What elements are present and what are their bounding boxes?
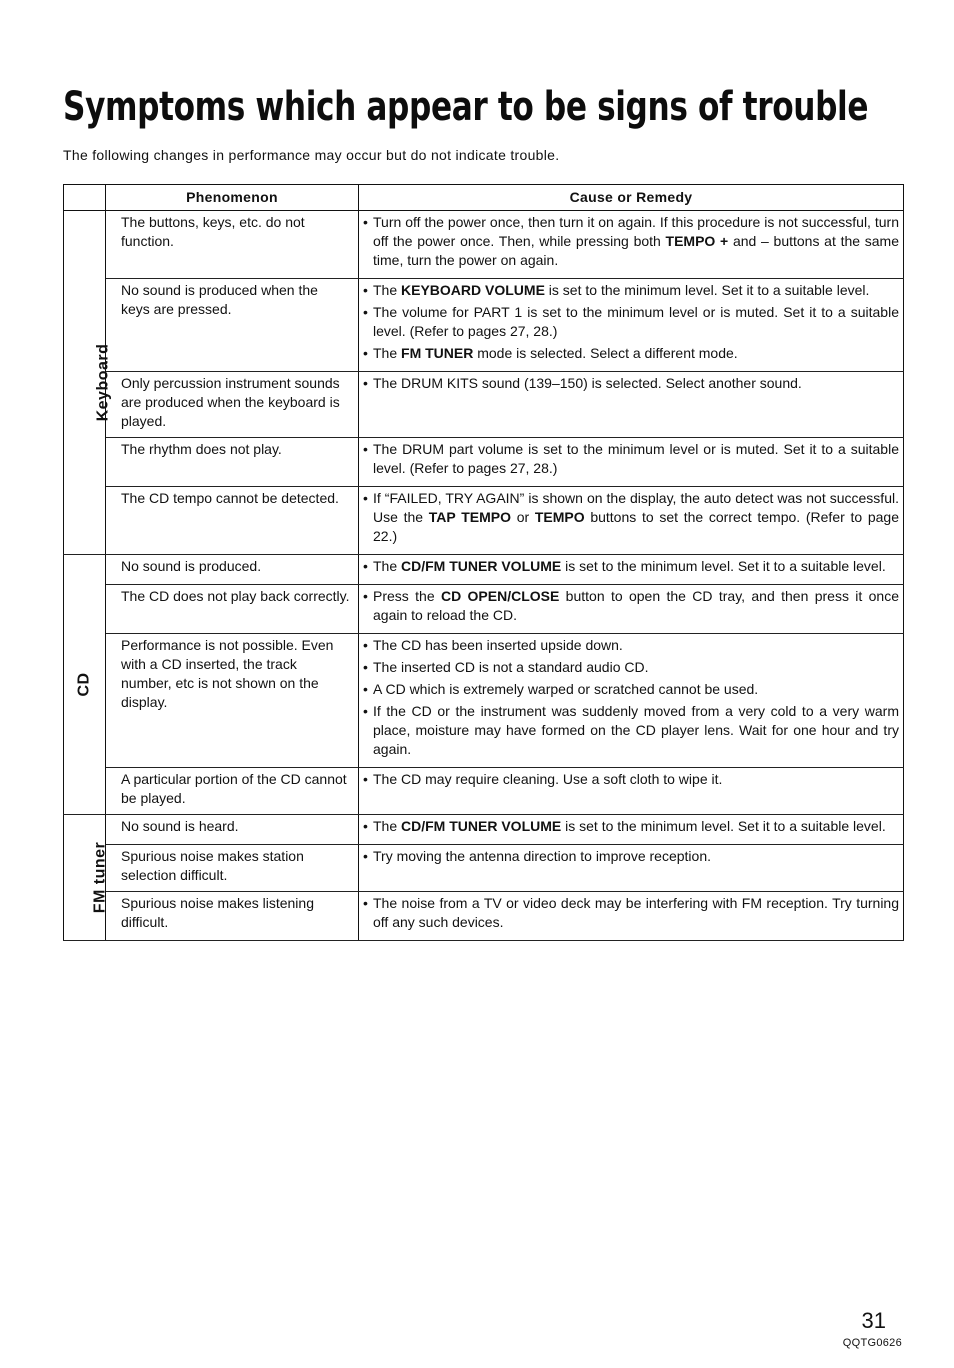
cause-bullet bbox=[363, 587, 899, 625]
text-segment: Turn off the power once, then turn it on again. If this procedure is not successful, turn off the power once. Then, while pressing both bbox=[373, 214, 899, 249]
category-label: FM tuner bbox=[91, 841, 109, 914]
bold-term: TAP TEMPO bbox=[428, 509, 511, 525]
cause-cell bbox=[359, 487, 904, 555]
cause-text bbox=[373, 374, 899, 393]
table-body bbox=[64, 211, 904, 941]
text-segment: The DRUM part volume is set to the minimum level or is muted. Set it to a suitable level. (Refer to pages 27, 28.) bbox=[373, 441, 899, 476]
text-segment: The volume for PART 1 is set to the minimum level or is muted. Set it to a suitable level. (Refer to pages 27, 28.) bbox=[373, 304, 899, 339]
bullet-icon: • bbox=[363, 771, 368, 787]
bullet-icon: • bbox=[363, 558, 368, 574]
cause-cell bbox=[359, 555, 904, 585]
bullet-icon: • bbox=[363, 703, 368, 719]
cause-bullet bbox=[363, 894, 899, 932]
bold-term: TEMPO + bbox=[665, 233, 729, 249]
phenomenon-cell: The CD does not play back correctly. bbox=[106, 585, 359, 634]
cause-cell bbox=[359, 438, 904, 487]
phenomenon-cell: Performance is not possible. Even with a CD inserted, the track number, etc is not shown on the display. bbox=[106, 634, 359, 768]
cause-bullet bbox=[363, 213, 899, 270]
bullet-icon: • bbox=[363, 818, 368, 834]
cause-bullet bbox=[363, 658, 899, 677]
bold-term: TEMPO bbox=[534, 509, 585, 525]
text-segment: The bbox=[373, 818, 402, 834]
cause-text bbox=[373, 680, 899, 699]
cause-bullet bbox=[363, 702, 899, 759]
table-row bbox=[64, 892, 904, 941]
category-cell-cd bbox=[64, 555, 106, 815]
cause-text bbox=[373, 894, 899, 932]
bold-term: FM TUNER bbox=[401, 345, 474, 361]
text-segment: buttons to set the correct tempo. (Refer to page 22.) bbox=[373, 509, 900, 544]
text-segment: mode is selected. Select a different mode. bbox=[473, 345, 738, 361]
bullet-icon: • bbox=[363, 375, 368, 391]
cause-text bbox=[373, 344, 899, 363]
cause-text bbox=[373, 489, 899, 546]
bold-term: CD/FM TUNER VOLUME bbox=[401, 818, 562, 834]
bullet-icon: • bbox=[363, 848, 368, 864]
bullet-icon: • bbox=[363, 895, 368, 911]
text-segment: The bbox=[373, 282, 402, 298]
page-title: Symptoms which appear to be signs of trouble bbox=[63, 84, 869, 130]
bullet-icon: • bbox=[363, 659, 368, 675]
cause-text bbox=[373, 303, 899, 341]
text-segment: or bbox=[510, 509, 535, 525]
bullet-icon: • bbox=[363, 637, 368, 653]
cause-header: Cause or Remedy bbox=[359, 185, 904, 211]
text-segment: The bbox=[373, 345, 402, 361]
cause-cell bbox=[359, 815, 904, 845]
table-row bbox=[64, 279, 904, 372]
phenomenon-cell: The buttons, keys, etc. do not function. bbox=[106, 211, 359, 279]
text-segment: The DRUM KITS sound (139–150) is selected. Select another sound. bbox=[373, 375, 802, 391]
text-segment: The CD has been inserted upside down. bbox=[373, 637, 623, 653]
category-label: Keyboard bbox=[94, 343, 112, 422]
table-row bbox=[64, 768, 904, 815]
cause-text bbox=[373, 587, 899, 625]
table-row bbox=[64, 372, 904, 438]
cause-cell bbox=[359, 845, 904, 892]
cause-cell bbox=[359, 372, 904, 438]
text-segment: Press the bbox=[373, 588, 441, 604]
category-cell-fm-tuner bbox=[64, 815, 109, 941]
bullet-icon: • bbox=[363, 304, 368, 320]
cause-text bbox=[373, 636, 899, 655]
category-label: CD bbox=[75, 672, 93, 697]
text-segment: is set to the minimum level. Set it to a suitable level. bbox=[561, 818, 886, 834]
cause-cell bbox=[359, 892, 904, 941]
cause-cell bbox=[359, 634, 904, 768]
bullet-icon: • bbox=[363, 681, 368, 697]
bold-term: CD/FM TUNER VOLUME bbox=[401, 558, 562, 574]
text-segment: Try moving the antenna direction to improve reception. bbox=[373, 848, 711, 864]
cause-text bbox=[373, 557, 899, 576]
table-row bbox=[64, 585, 904, 634]
cause-cell bbox=[359, 768, 904, 815]
phenomenon-cell: A particular portion of the CD cannot be played. bbox=[106, 768, 359, 815]
category-cell-keyboard bbox=[64, 211, 112, 555]
cause-cell bbox=[359, 211, 904, 279]
text-segment: If “FAILED, TRY AGAIN” is shown on the display, the auto detect was not successful. Use the bbox=[373, 490, 899, 525]
cause-text bbox=[373, 281, 899, 300]
category-header bbox=[64, 185, 106, 211]
cause-text bbox=[373, 658, 899, 677]
cause-bullet bbox=[363, 303, 899, 341]
cause-text bbox=[373, 440, 899, 478]
bullet-icon: • bbox=[363, 441, 368, 457]
bullet-icon: • bbox=[363, 282, 368, 298]
cause-bullet bbox=[363, 847, 899, 866]
cause-bullet bbox=[363, 344, 899, 363]
document-code: QQTG0626 bbox=[842, 1337, 902, 1349]
page-number: 31 bbox=[861, 1308, 886, 1333]
cause-bullet bbox=[363, 440, 899, 478]
phenomenon-cell: No sound is produced when the keys are pressed. bbox=[106, 279, 359, 372]
phenomenon-cell: Spurious noise makes station selection difficult. bbox=[106, 845, 359, 892]
text-segment: The bbox=[373, 558, 402, 574]
cause-cell bbox=[359, 585, 904, 634]
text-segment: and – buttons at the same time, turn the power on again. bbox=[373, 233, 900, 268]
cause-bullet bbox=[363, 281, 899, 300]
table-row bbox=[64, 211, 904, 279]
trouble-table bbox=[63, 184, 904, 941]
text-segment: is set to the minimum level. Set it to a suitable level. bbox=[544, 282, 870, 298]
table-row bbox=[64, 634, 904, 768]
phenomenon-header: Phenomenon bbox=[106, 185, 359, 211]
cause-cell bbox=[359, 279, 904, 372]
cause-text bbox=[373, 817, 899, 836]
table-row bbox=[64, 438, 904, 487]
text-segment: If the CD or the instrument was suddenly moved from a very cold to a very warm place, moisture may have formed on the CD player lens. Wait for one hour and try again. bbox=[373, 703, 899, 757]
phenomenon-cell: The CD tempo cannot be detected. bbox=[106, 487, 359, 555]
table-row bbox=[64, 487, 904, 555]
cause-bullet bbox=[363, 636, 899, 655]
bullet-icon: • bbox=[363, 214, 368, 230]
table-row bbox=[64, 555, 904, 585]
intro-text: The following changes in performance may occur but do not indicate trouble. bbox=[63, 147, 560, 163]
text-segment: A CD which is extremely warped or scratched cannot be used. bbox=[373, 681, 759, 697]
cause-bullet bbox=[363, 557, 899, 576]
text-segment: The CD may require cleaning. Use a soft cloth to wipe it. bbox=[373, 771, 723, 787]
phenomenon-cell: No sound is heard. bbox=[106, 815, 359, 845]
table-header-row bbox=[64, 185, 904, 211]
text-segment: The inserted CD is not a standard audio CD. bbox=[373, 659, 649, 675]
text-segment: button to open the CD tray, and then press it once again to reload the CD. bbox=[373, 588, 899, 623]
cause-bullet bbox=[363, 374, 899, 393]
phenomenon-cell: No sound is produced. bbox=[106, 555, 359, 585]
cause-text bbox=[373, 847, 899, 866]
bullet-icon: • bbox=[363, 490, 368, 506]
phenomenon-cell: The rhythm does not play. bbox=[106, 438, 359, 487]
text-segment: is set to the minimum level. Set it to a suitable level. bbox=[561, 558, 886, 574]
cause-text bbox=[373, 770, 899, 789]
phenomenon-cell: Only percussion instrument sounds are produced when the keyboard is played. bbox=[106, 372, 359, 438]
cause-bullet bbox=[363, 489, 899, 546]
bold-term: KEYBOARD VOLUME bbox=[401, 282, 545, 298]
table-row bbox=[64, 815, 904, 845]
bullet-icon: • bbox=[363, 345, 368, 361]
phenomenon-cell: Spurious noise makes listening difficult. bbox=[106, 892, 359, 941]
table-row bbox=[64, 845, 904, 892]
cause-bullet bbox=[363, 680, 899, 699]
cause-bullet bbox=[363, 817, 899, 836]
cause-text bbox=[373, 213, 899, 270]
cause-bullet bbox=[363, 770, 899, 789]
cause-text bbox=[373, 702, 899, 759]
bullet-icon: • bbox=[363, 588, 368, 604]
bold-term: CD OPEN/CLOSE bbox=[440, 588, 560, 604]
text-segment: The noise from a TV or video deck may be interfering with FM reception. Try turning off any such devices. bbox=[373, 895, 899, 930]
